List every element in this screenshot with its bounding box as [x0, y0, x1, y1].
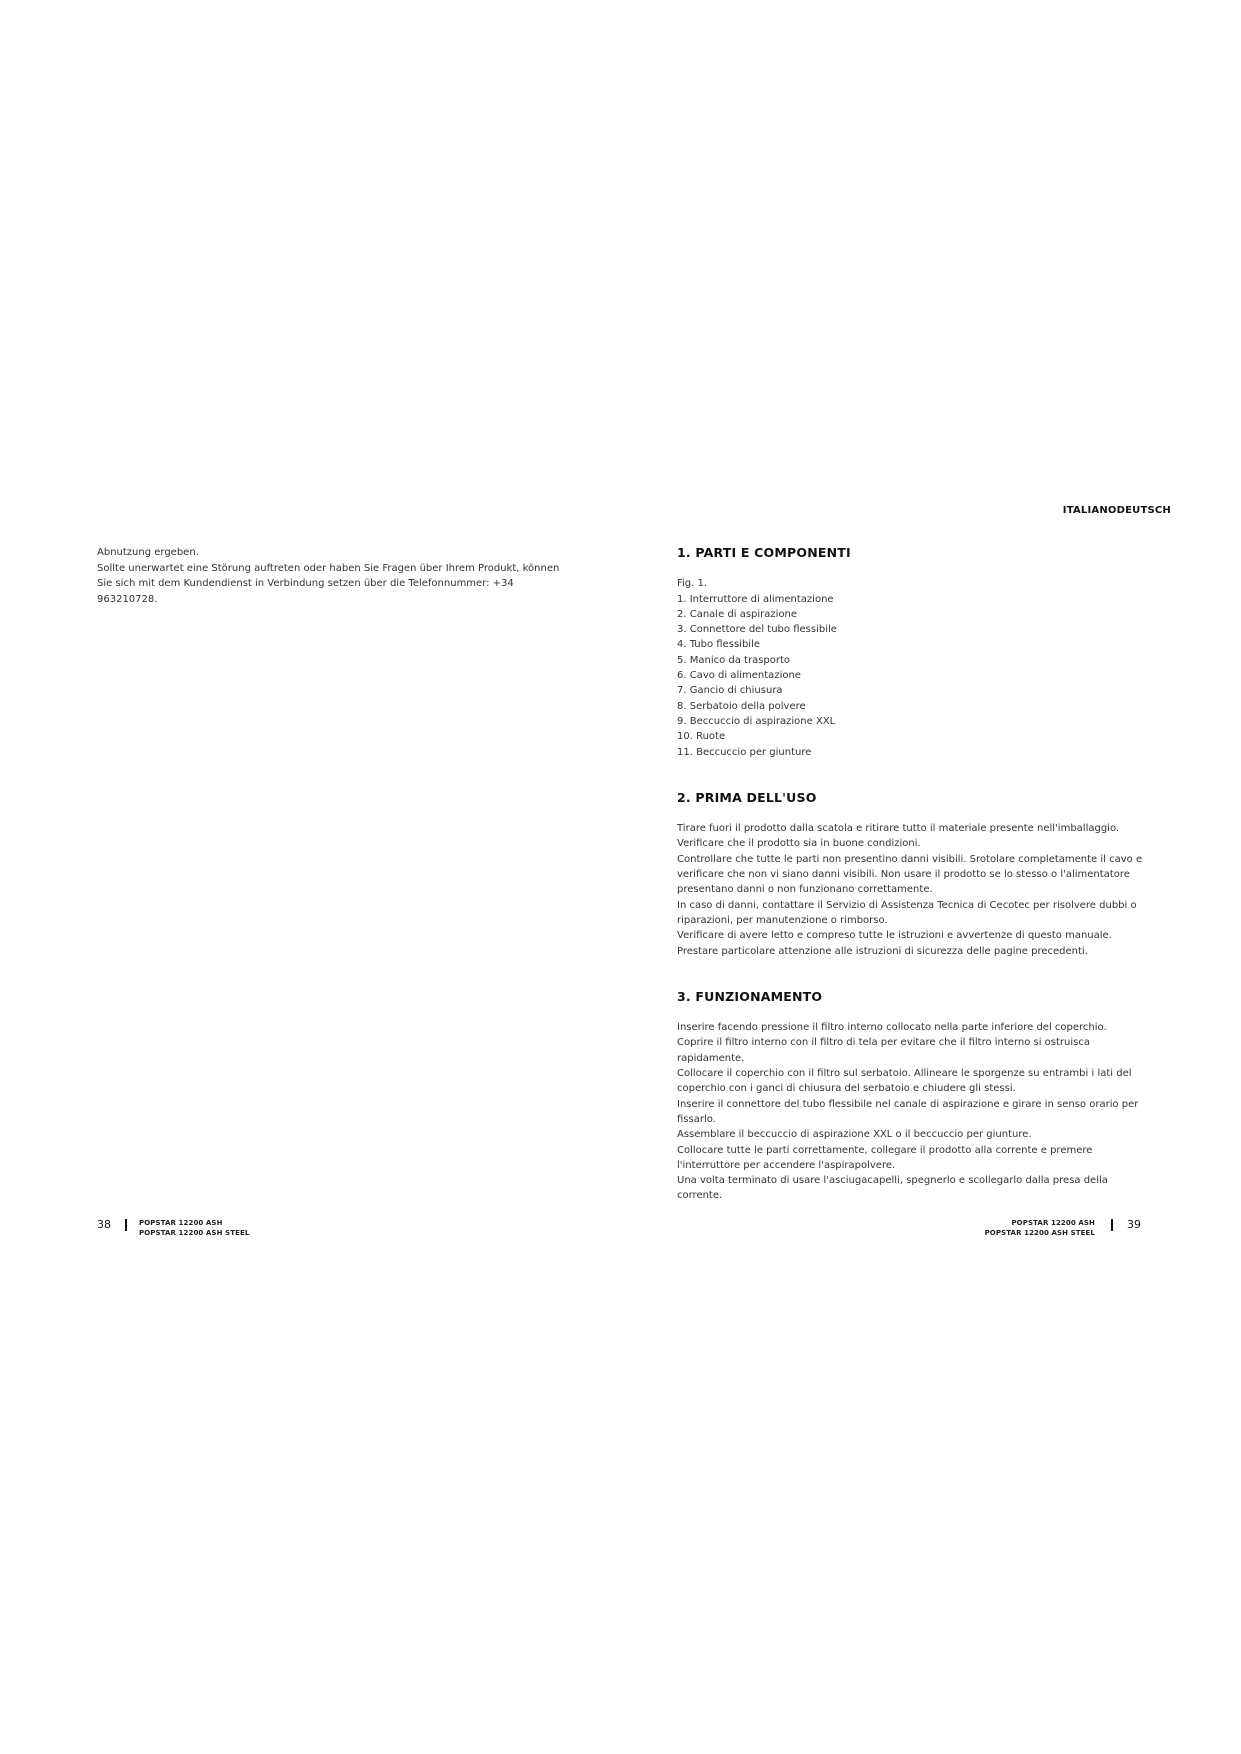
paragraph: Collocare il coperchio con il filtro sul serbatoio. Allineare le sporgenze su entrambi i lati del coperchio con i ganci di chiusura del serbatoio e chiudere gli stessi.	[677, 1068, 1132, 1095]
parts-list	[677, 592, 1152, 760]
paragraph: Coprire il filtro interno con il filtro di tela per evitare che il filtro interno si ostruisca rapidamente.	[677, 1037, 1090, 1064]
paragraph: Inserire il connettore del tubo flessibile nel canale di aspirazione e girare in senso orario per fissarlo.	[677, 1098, 1139, 1125]
paragraph: Una volta terminato di usare l'asciugacapelli, spegnerlo e scollegarlo dalla presa della corrente.	[677, 1175, 1108, 1202]
list-item: 7. Gancio di chiusura	[677, 685, 783, 697]
paragraph: Collocare tutte le parti correttamente, collegare il prodotto alla corrente e premere l'interruttore per accendere l'aspirapolvere.	[677, 1144, 1093, 1171]
figure-label: Fig. 1.	[677, 578, 708, 590]
language-tag: ITALIANODEUTSCH	[1062, 505, 1171, 516]
section-before-use	[677, 790, 1152, 959]
list-item: 5. Manico da trasporto	[677, 654, 791, 666]
footer-divider	[125, 1219, 127, 1231]
paragraph: Controllare che tutte le parti non presentino danni visibili. Srotolare completamente il cavo e verificare che non vi siano danni visibili. Non usare il prodotto se lo stesso o l'alimentatore presentano danni o non funzionano correttamente.	[677, 853, 1143, 896]
list-item: 6. Cavo di alimentazione	[677, 670, 801, 682]
model-names	[985, 1219, 1095, 1238]
list-item: 10. Ruote	[677, 731, 726, 743]
model-names	[139, 1219, 249, 1238]
list-item: 9. Beccuccio di aspirazione XXL	[677, 715, 836, 727]
right-page-body	[677, 545, 1152, 1204]
paragraph: In caso di danni, contattare il Servizio di Assistenza Tecnica di Cecotec per risolvere dubbi o riparazioni, per manutenzione o rimborso.	[677, 899, 1137, 926]
left-page-footer	[97, 1219, 249, 1238]
model-line: POPSTAR 12200 ASH	[139, 1219, 223, 1227]
left-paragraph: Sollte unerwartet eine Störung auftreten oder haben Sie Fragen über Ihrem Produkt, können Sie sich mit dem Kundendienst in Verbindung setzen über die Telefonnummer: +34 963210728.	[97, 562, 560, 605]
list-item: 8. Serbatoio della polvere	[677, 700, 806, 712]
paragraph: Verificare che il prodotto sia in buone condizioni.	[677, 838, 921, 850]
model-line: POPSTAR 12200 ASH STEEL	[139, 1228, 250, 1237]
page-number: 38	[97, 1218, 111, 1231]
list-item: 2. Canale di aspirazione	[677, 608, 798, 620]
model-line: POPSTAR 12200 ASH STEEL	[984, 1228, 1095, 1237]
section-title: 3. FUNZIONAMENTO	[677, 988, 823, 1004]
paragraph: Inserire facendo pressione il filtro interno collocato nella parte inferiore del coperchio.	[677, 1022, 1107, 1034]
list-item: 1. Interruttore di alimentazione	[677, 593, 834, 605]
paragraph: Verificare di avere letto e compreso tutte le istruzioni e avvertenze di questo manuale.	[677, 930, 1112, 942]
section-operation	[677, 989, 1152, 1204]
section-parts-components	[677, 545, 1152, 760]
model-line: POPSTAR 12200 ASH	[1011, 1219, 1095, 1227]
left-paragraph: Abnutzung ergeben.	[97, 547, 199, 558]
left-page-body	[97, 545, 567, 607]
list-item: 11. Beccuccio per giunture	[677, 746, 812, 758]
list-item: 3. Connettore del tubo flessibile	[677, 624, 837, 636]
right-page-footer	[985, 1219, 1141, 1238]
paragraph: Assemblare il beccuccio di aspirazione XXL o il beccuccio per giunture.	[677, 1129, 1032, 1141]
page-number: 39	[1127, 1218, 1141, 1231]
section-title: 2. PRIMA DELL'USO	[677, 789, 817, 805]
section-title: 1. PARTI E COMPONENTI	[677, 545, 851, 560]
footer-divider	[1111, 1219, 1113, 1231]
paragraph: Tirare fuori il prodotto dalla scatola e ritirare tutto il materiale presente nell'imballaggio.	[677, 823, 1120, 835]
list-item: 4. Tubo flessibile	[677, 639, 760, 651]
paragraph: Prestare particolare attenzione alle istruzioni di sicurezza delle pagine precedenti.	[677, 945, 1088, 957]
